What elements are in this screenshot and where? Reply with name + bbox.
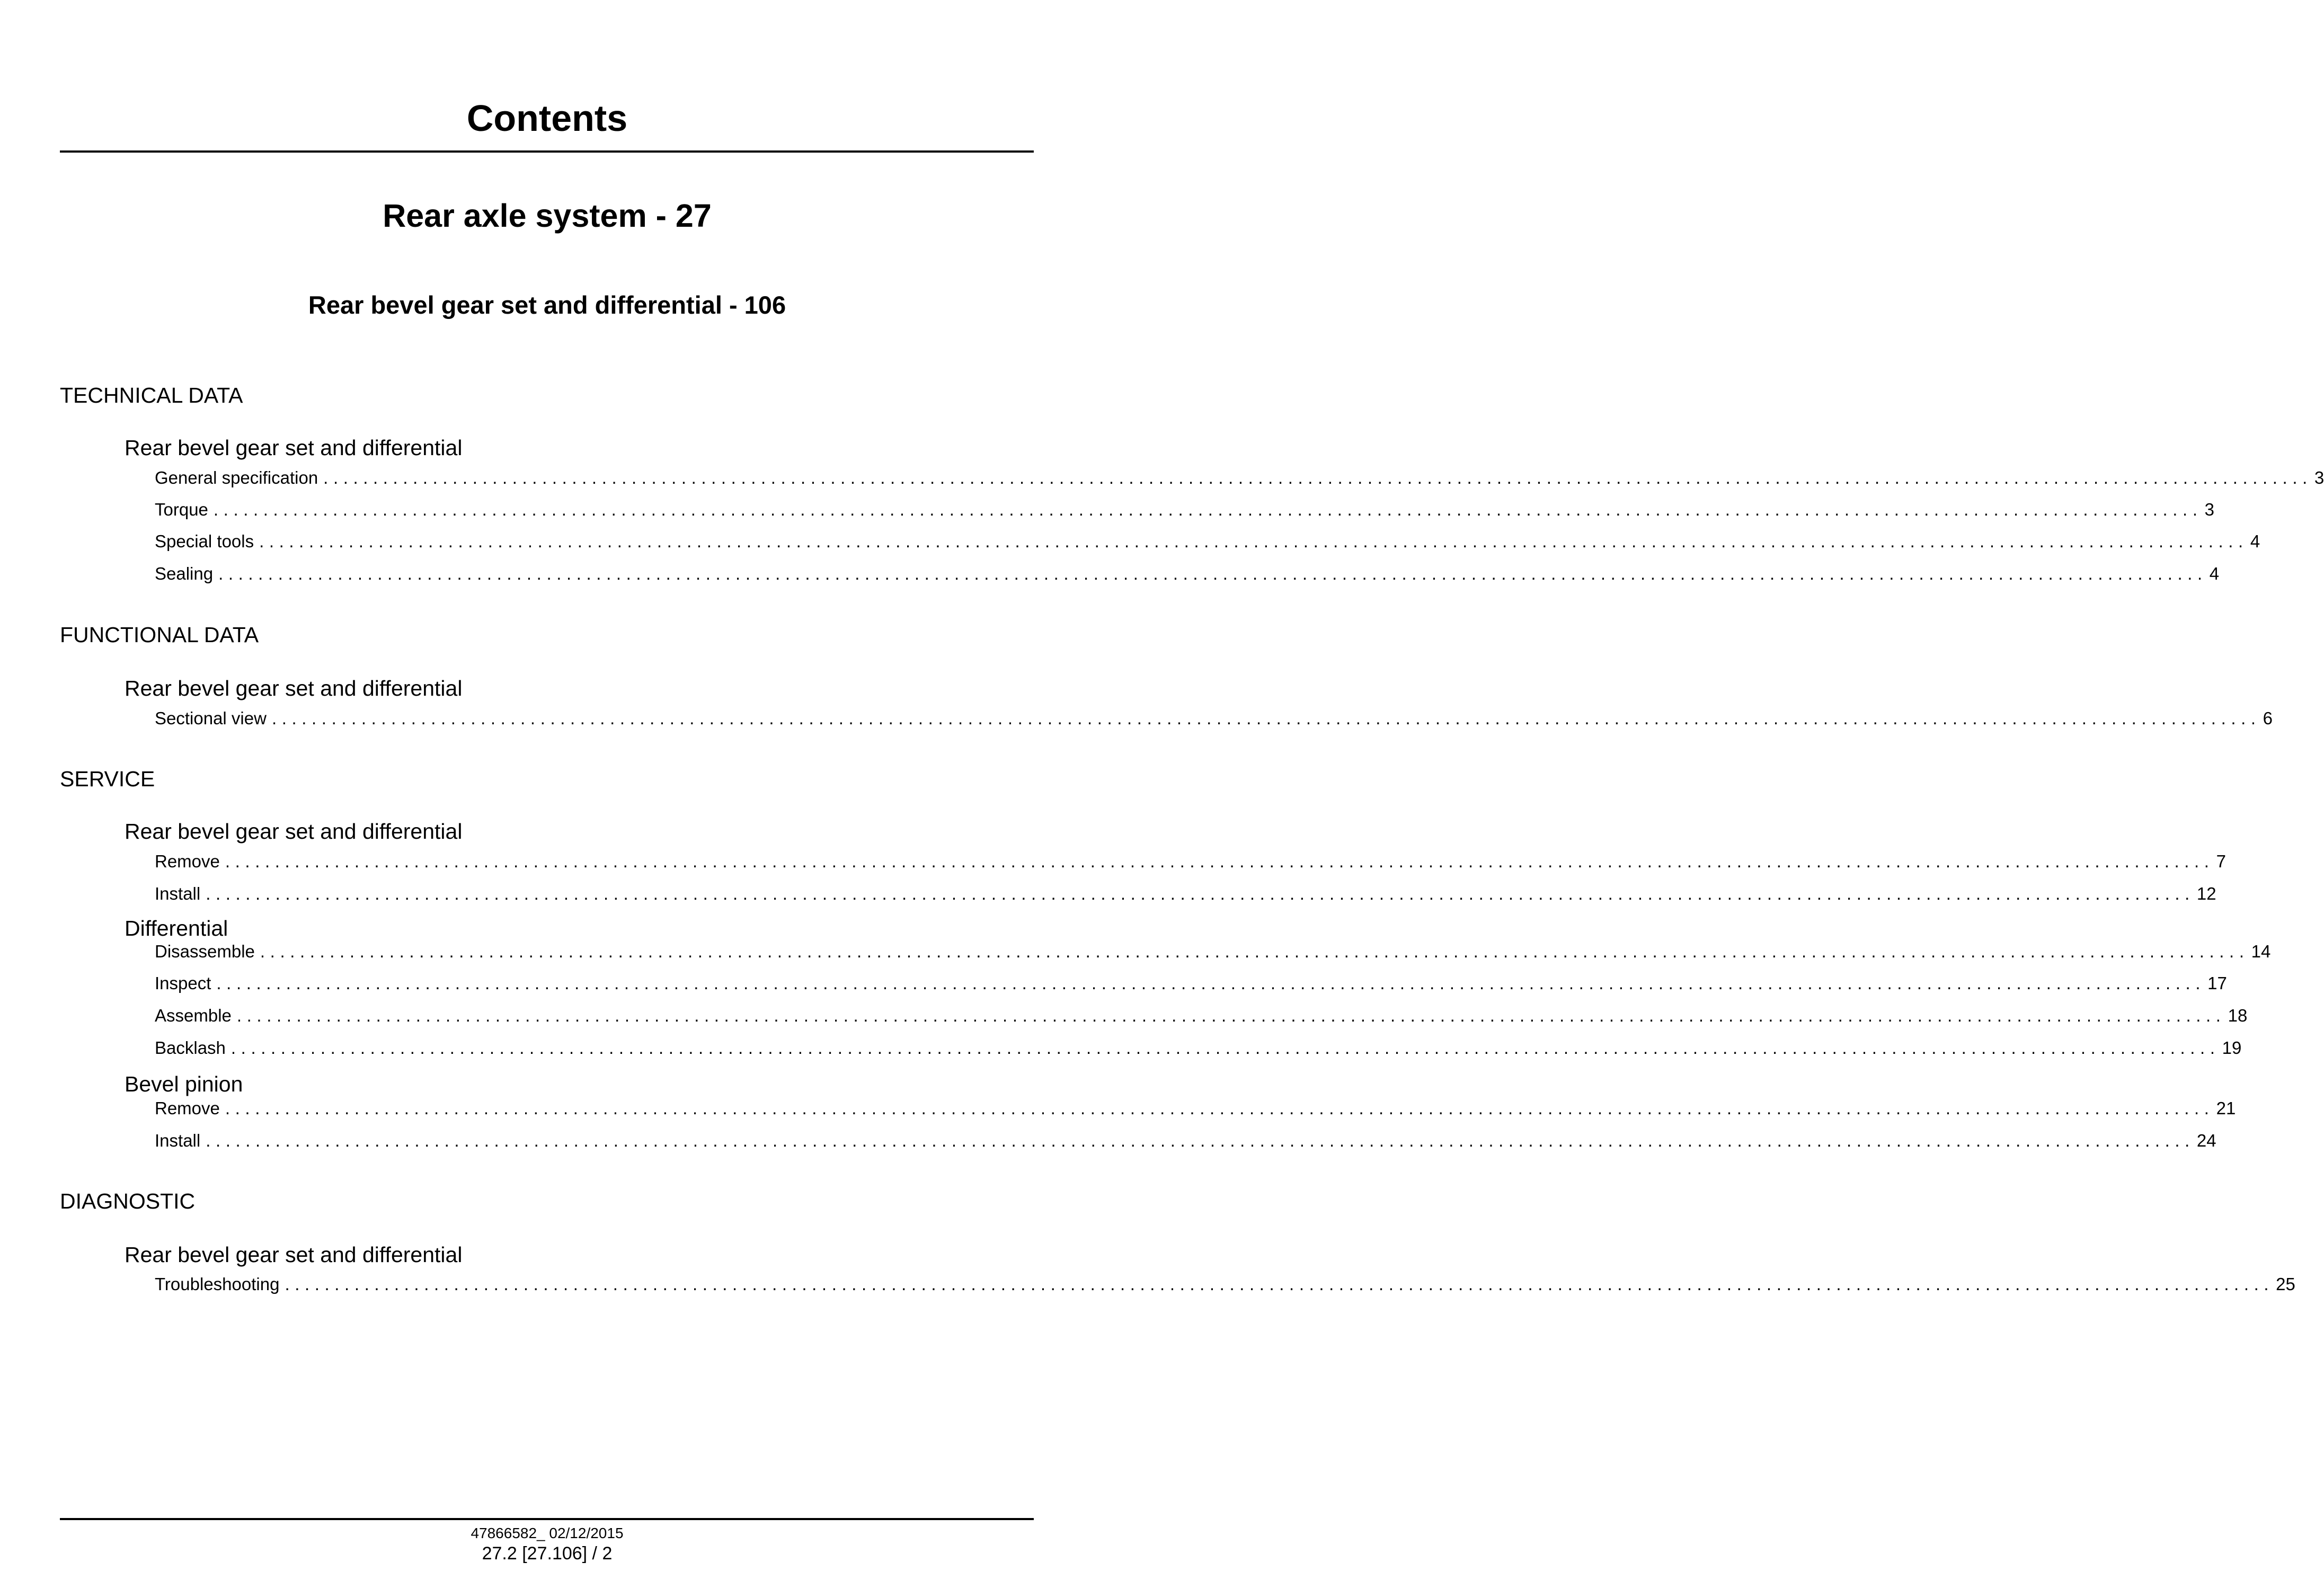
dot-leader: ........................................................................................................................................................................................................	[206, 1131, 2195, 1150]
dot-leader: ........................................................................................................................................................................................................	[225, 1098, 2214, 1118]
toc-entry-label: Inspect	[155, 973, 211, 993]
section-heading-technical-data: TECHNICAL DATA	[60, 383, 243, 407]
footer-page-reference: 27.2 [27.106] / 2	[482, 1543, 613, 1564]
subgroup-heading: Rear bevel gear set and differential	[125, 436, 463, 460]
toc-entry-page: 3	[2314, 468, 2324, 487]
toc-entry-page: 24	[2196, 1131, 2216, 1150]
toc-entry-remove[interactable]	[155, 850, 2226, 873]
dot-leader: ........................................................................................................................................................................................................	[216, 973, 2206, 993]
dot-leader: ........................................................................................................................................................................................................	[213, 500, 2203, 519]
toc-entry-page: 19	[2222, 1038, 2242, 1058]
dot-leader: ........................................................................................................................................................................................................	[271, 708, 2261, 728]
toc-entry-page: 3	[2204, 500, 2214, 519]
toc-entry-page: 17	[2207, 973, 2227, 993]
section-heading-functional-data: FUNCTIONAL DATA	[60, 623, 259, 647]
toc-entry-torque[interactable]	[155, 498, 2214, 521]
toc-entry-page: 25	[2276, 1274, 2295, 1294]
toc-entry-sealing[interactable]	[155, 562, 2220, 585]
toc-entry-assemble[interactable]	[155, 1004, 2248, 1027]
group-title: Rear bevel gear set and differential - 106	[308, 291, 786, 319]
toc-entry-label: Troubleshooting	[155, 1274, 280, 1294]
toc-entry-label: Remove	[155, 851, 220, 871]
toc-entry-label: Install	[155, 884, 201, 903]
toc-entry-label: General specification	[155, 468, 318, 487]
page-title: Contents	[466, 97, 628, 139]
dot-leader: ........................................................................................................................................................................................................	[225, 851, 2214, 871]
dot-leader: ........................................................................................................................................................................................................	[259, 531, 2248, 551]
footer-document-reference: 47866582_ 02/12/2015	[471, 1525, 624, 1541]
footer-rule	[60, 1518, 1034, 1520]
subgroup-heading: Rear bevel gear set and differential	[125, 819, 463, 844]
subgroup-heading: Rear bevel gear set and differential	[125, 1242, 463, 1267]
toc-entry-inspect[interactable]	[155, 972, 2227, 995]
toc-entry-install[interactable]	[155, 1129, 2216, 1152]
toc-entry-label: Disassemble	[155, 942, 255, 961]
toc-entry-page: 12	[2196, 884, 2216, 903]
dot-leader: ........................................................................................................................................................................................................	[323, 468, 2312, 487]
toc-entry-special-tools[interactable]	[155, 530, 2260, 553]
toc-entry-remove[interactable]	[155, 1097, 2236, 1120]
toc-entry-page: 6	[2263, 708, 2273, 728]
toc-entry-page: 18	[2228, 1006, 2248, 1025]
toc-entry-label: Install	[155, 1131, 201, 1150]
toc-entry-general-specification[interactable]	[155, 466, 2324, 490]
toc-entry-label: Sectional view	[155, 708, 267, 728]
dot-leader: ........................................................................................................................................................................................................	[260, 942, 2249, 961]
toc-entry-label: Assemble	[155, 1006, 232, 1025]
section-heading-diagnostic: DIAGNOSTIC	[60, 1189, 196, 1213]
toc-entry-label: Torque	[155, 500, 208, 519]
toc-entry-install[interactable]	[155, 882, 2216, 906]
subgroup-heading: Differential	[125, 916, 228, 940]
dot-leader: ........................................................................................................................................................................................................	[218, 564, 2207, 583]
toc-entry-troubleshooting[interactable]	[155, 1273, 2295, 1296]
section-heading-service: SERVICE	[60, 767, 155, 791]
toc-entry-label: Sealing	[155, 564, 214, 583]
toc-entry-label: Special tools	[155, 531, 254, 551]
subgroup-heading: Rear bevel gear set and differential	[125, 676, 463, 700]
header-rule	[60, 150, 1034, 153]
toc-entry-page: 21	[2216, 1098, 2236, 1118]
toc-entry-page: 7	[2216, 851, 2226, 871]
toc-entry-label: Remove	[155, 1098, 220, 1118]
toc-entry-label: Backlash	[155, 1038, 226, 1058]
toc-entry-page: 14	[2251, 942, 2271, 961]
toc-entry-sectional-view[interactable]	[155, 707, 2273, 730]
toc-entry-page: 4	[2250, 531, 2260, 551]
dot-leader: ........................................................................................................................................................................................................	[206, 884, 2195, 903]
subgroup-heading: Bevel pinion	[125, 1072, 243, 1096]
dot-leader: ........................................................................................................................................................................................................	[230, 1038, 2220, 1058]
dot-leader: ........................................................................................................................................................................................................	[236, 1006, 2226, 1025]
dot-leader: ........................................................................................................................................................................................................	[285, 1274, 2274, 1294]
toc-entry-disassemble[interactable]	[155, 940, 2271, 963]
chapter-title: Rear axle system - 27	[383, 198, 712, 234]
toc-entry-backlash[interactable]	[155, 1036, 2242, 1060]
toc-entry-page: 4	[2209, 564, 2220, 583]
